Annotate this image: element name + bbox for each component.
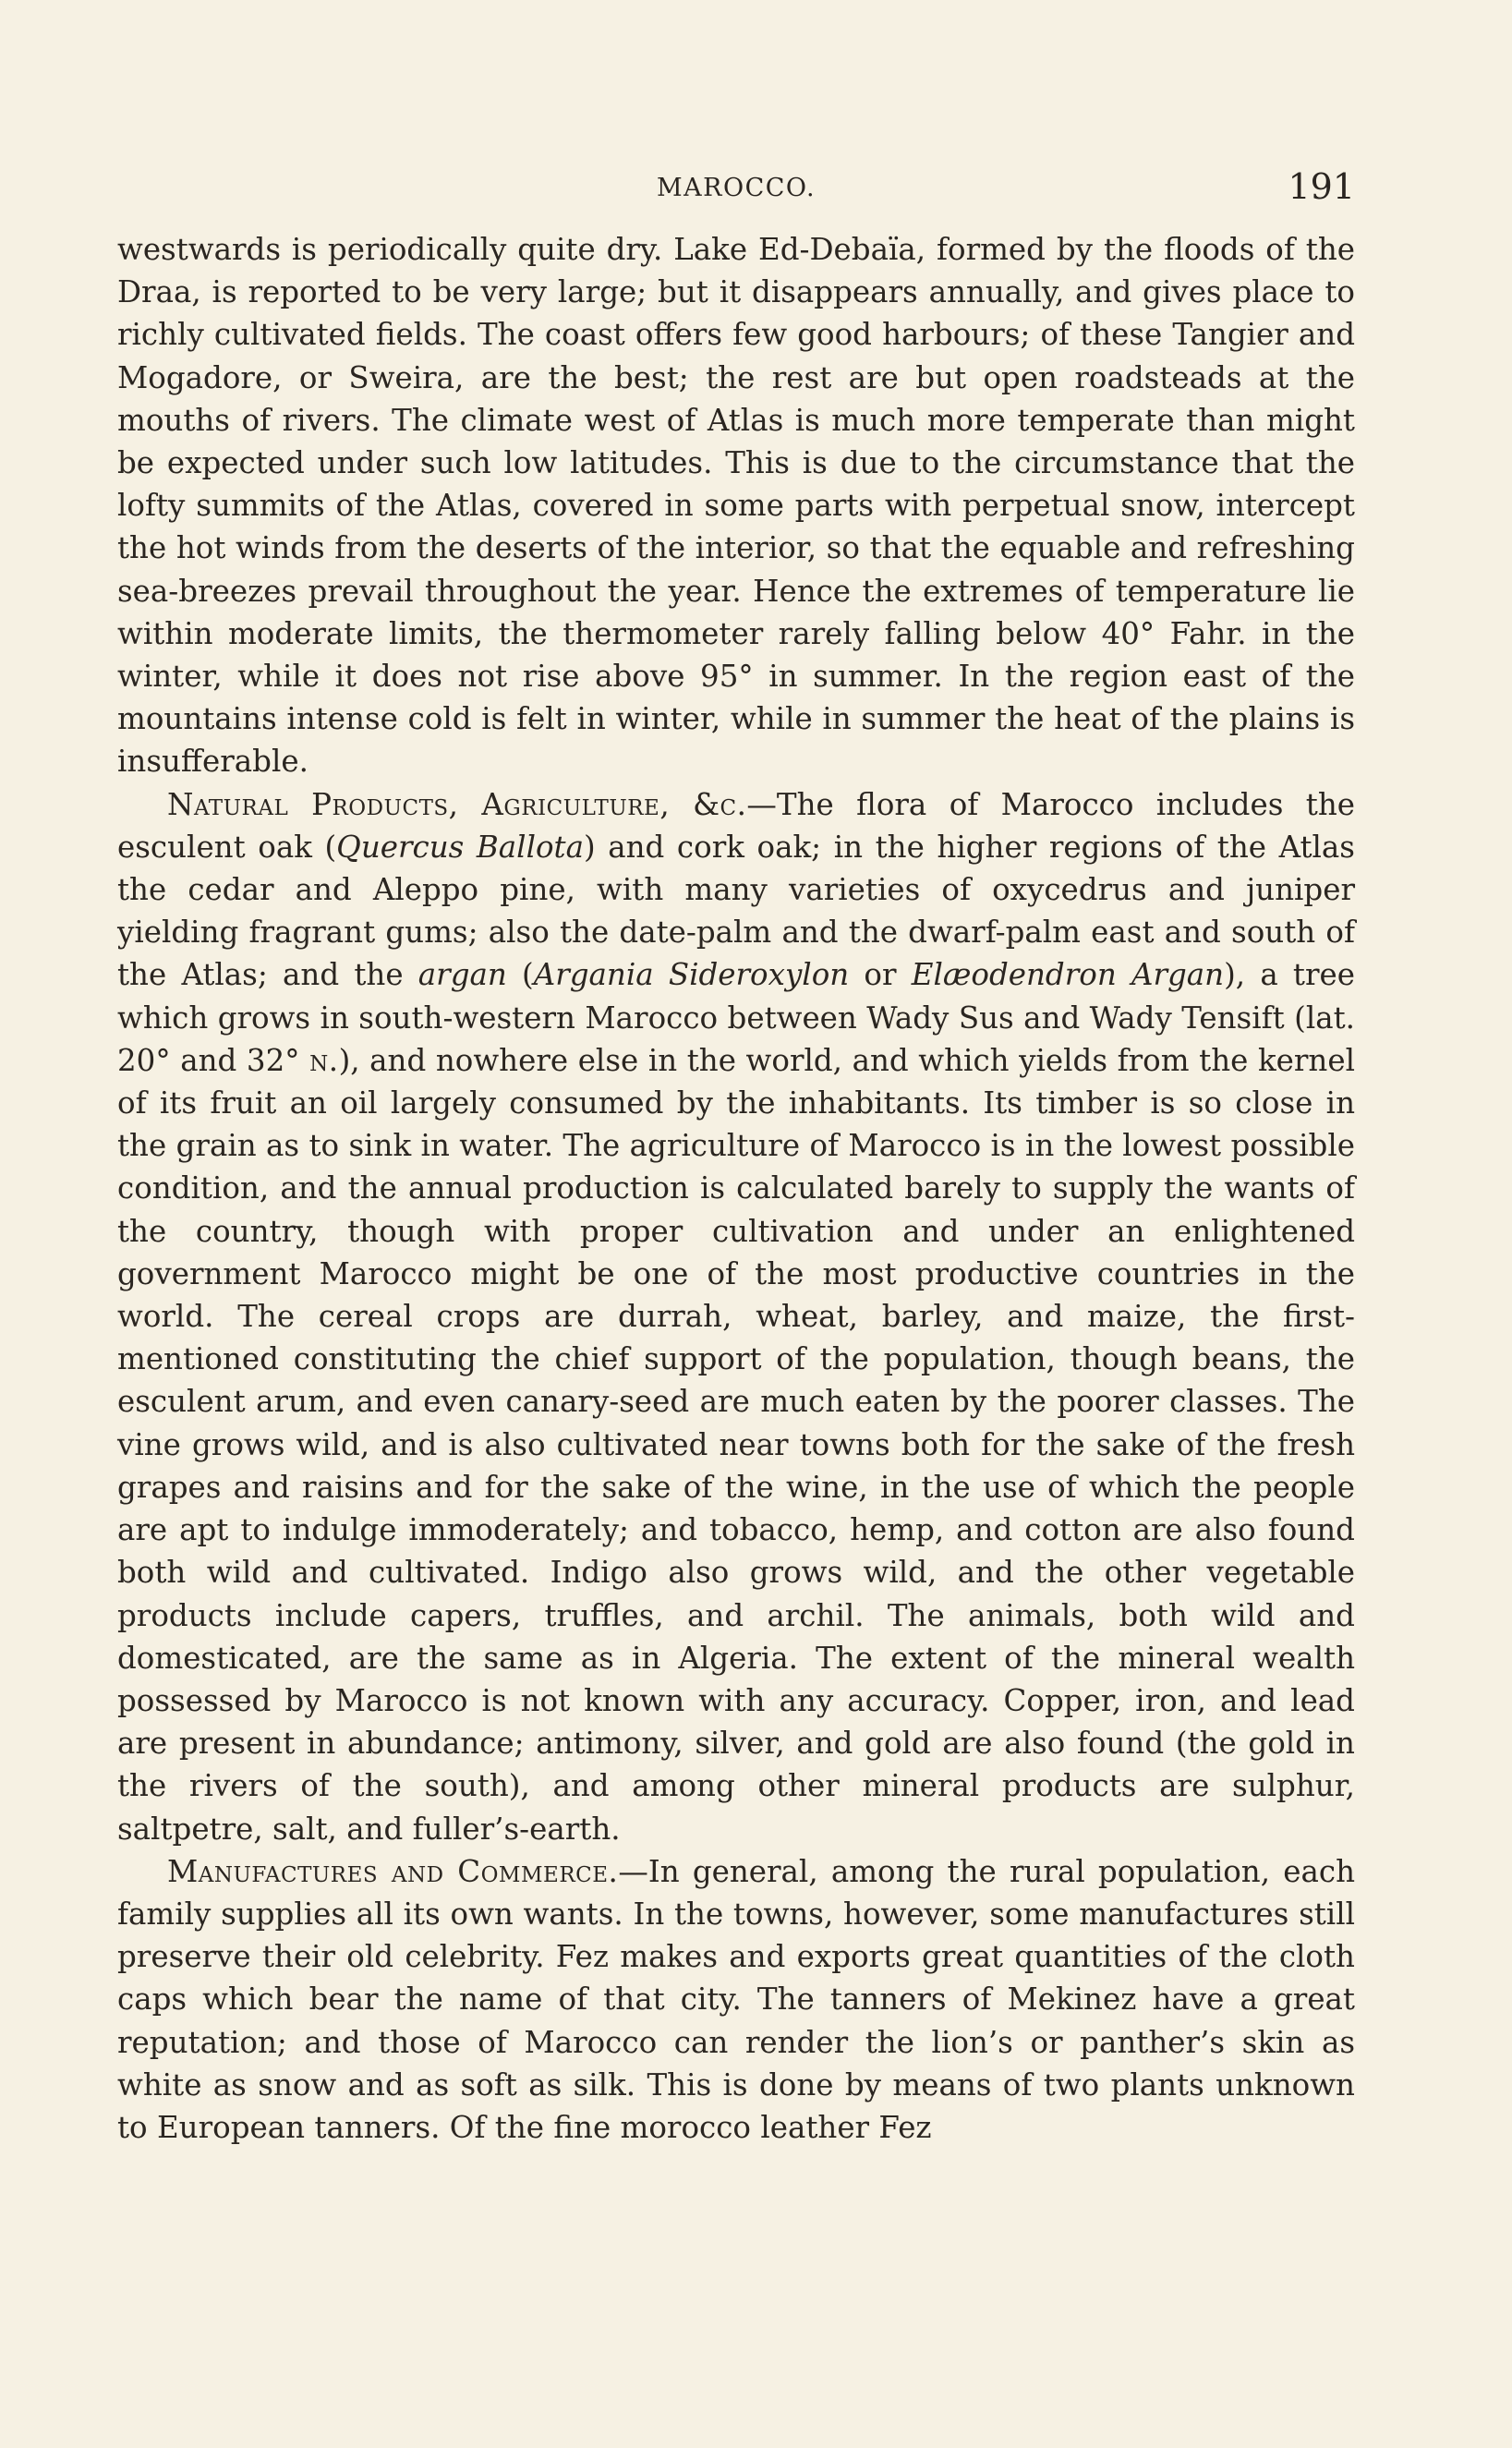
running-head xyxy=(117,166,1355,212)
section-heading-manufactures: Manufactures and Commerce. xyxy=(167,1853,619,1889)
paragraph-climate xyxy=(117,228,1355,783)
paragraph-text: or xyxy=(849,957,912,993)
italic-term: Quercus Ballota xyxy=(336,829,584,865)
running-title: MAROCCO. xyxy=(656,174,816,202)
paragraph-text: ), and nowhere else in the world, and which yields from the kernel of its fruit an oil largely consumed by the inhabitants. Its timber is so close in the grain as to sink in water. The agriculture of Marocco is in the lowest possible condition, and the annual production is calculated barely to supply the wants of the country, though with proper cultivation and under an enlightened government Marocco might be one of the most productive countries in the world. The cereal crops are durrah, wheat, barley, and maize, the first-mentioned constituting the chief support of the population, though beans, the esculent arum, and even canary-seed are much eaten by the poorer classes. The vine grows wild, and is also cultivated near towns both for the sake of the fresh grapes and raisins and for the sake of the wine, in the use of which the people are apt to indulge immoderately; and tobacco, hemp, and cotton are also found both wild and cultivated. Indigo also grows wild, and the other vegetable products include capers, truffles, and archil. The animals, both wild and domesticated, are the same as in Algeria. The extent of the mineral wealth possessed by Marocco is not known with any accuracy. Copper, iron, and lead are present in abundance; antimony, silver, and gold are also found (the gold in the rivers of the south), and among other mineral products are sulphur, saltpetre, salt, and fuller’s-earth. xyxy=(117,1042,1355,1847)
paragraph-natural-products xyxy=(117,783,1355,1850)
paragraph-text: ( xyxy=(506,957,534,993)
paragraph-text: —In general, among the rural population, each family supplies all its own wants. In the towns, however, some manufactures still preserve their old celebrity. Fez makes and exports great quantities of the cloth caps which bear the name of that city. The tanners of Mekinez have a great reputation; and those of Marocco can render the lion’s or panther’s skin as white as snow and as soft as silk. This is done by means of two plants unknown to European tanners. Of the fine morocco leather Fez xyxy=(117,1853,1355,2145)
paragraph-text: westwards is periodically quite dry. Lake Ed-Debaïa, formed by the floods of the Draa, is reported to be very large; but it disappears annually, and gives place to richly cultivated fields. The coast offers few good harbours; of these Tangier and Mogadore, or Sweira, are the best; the rest are but open roadsteads at the mouths of rivers. The climate west of Atlas is much more temperate than might be expected under such low latitudes. This is due to the circumstance that the lofty summits of the Atlas, covered in some parts with perpetual snow, intercept the hot winds from the deserts of the interior, so that the equable and refreshing sea-breezes prevail throughout the year. Hence the extremes of temperature lie within moderate limits, the thermometer rarely falling below 40° Fahr. in the winter, while it does not rise above 95° in summer. In the region east of the mountains intense cold is felt in winter, while in summer the heat of the plains is insufferable. xyxy=(117,232,1355,780)
section-heading-natural-products: Natural Products, Agriculture, &c. xyxy=(167,786,747,822)
compass-abbreviation: n. xyxy=(309,1042,339,1078)
body-text xyxy=(117,228,1355,2149)
paragraph-text: ) and cork oak; in the higher regions of the Atlas the cedar and Aleppo pine, with many varieties of oxycedrus and juniper yielding fragrant gums; also the date-palm and the dwarf-palm east and south of the Atlas; and the xyxy=(117,829,1355,993)
page-number: 191 xyxy=(1288,166,1355,207)
italic-term: Argania Sideroxylon xyxy=(533,957,850,993)
italic-term: argan xyxy=(417,957,507,993)
paragraph-text: ), a tree which grows in south-western Marocco between Wady Sus and Wady Tensift (lat. 20° and 32° xyxy=(117,957,1355,1078)
paragraph-text: —The flora of Marocco includes the esculent oak ( xyxy=(117,786,1355,865)
italic-term: Elæodendron Argan xyxy=(911,957,1225,993)
paragraph-manufactures xyxy=(117,1850,1355,2149)
